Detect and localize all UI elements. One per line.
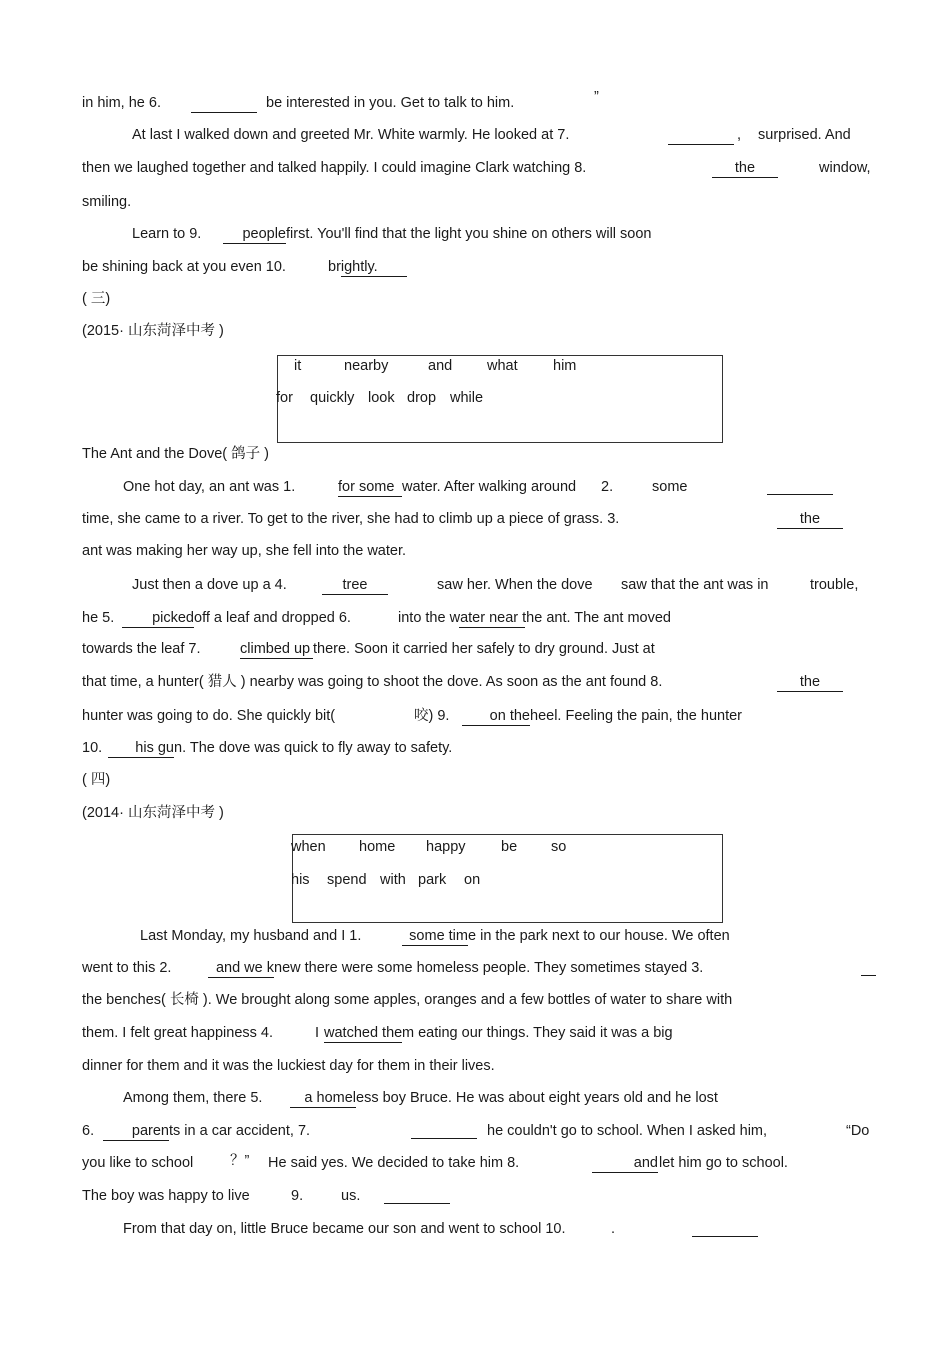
blank-2[interactable] <box>767 476 833 495</box>
text-line: n. The dove was quick to fly away to safety. <box>174 740 453 756</box>
text-line: he couldn't go to school. When I asked him, <box>487 1123 768 1139</box>
text-line: saw her. When the dove <box>437 577 593 593</box>
word: spend <box>327 872 367 888</box>
text-line: he 5. <box>82 610 115 626</box>
text-line: us. <box>341 1188 361 1204</box>
text-line: One hot day, an ant was 1. <box>123 479 296 495</box>
blank-3[interactable] <box>861 957 876 976</box>
text-line: towards the leaf 7. <box>82 641 201 657</box>
answer-9[interactable]: on the <box>462 707 530 726</box>
word: so <box>551 839 567 855</box>
word: be <box>501 839 518 855</box>
comma: , <box>737 127 742 143</box>
text-line: some <box>652 479 688 495</box>
answer-8[interactable]: the <box>777 673 843 692</box>
word: with <box>380 872 406 888</box>
word: his <box>291 872 310 888</box>
answer-1[interactable]: for some <box>338 478 402 497</box>
text-line: Learn to 9. <box>132 226 202 242</box>
text-line: hunter was going to do. She quickly bit( <box>82 708 336 724</box>
blank-10[interactable] <box>341 258 407 277</box>
text-line: be interested in you. Get to talk to him. <box>266 95 515 111</box>
word: drop <box>407 390 437 406</box>
text-line: 9. <box>291 1188 304 1204</box>
word: and <box>428 358 453 374</box>
text-line: From that day on, little Bruce became our son and went to school 10. <box>123 1221 566 1237</box>
word: happy <box>426 839 466 855</box>
text-line: Among them, there 5. <box>123 1090 263 1106</box>
text-line: . <box>611 1221 616 1237</box>
answer-3[interactable]: the <box>777 510 843 529</box>
text-line: ess boy Bruce. He was about eight years old and he lost <box>356 1090 718 1106</box>
answer-5[interactable]: a homel <box>290 1089 356 1108</box>
source-label: (2014· 山东菏泽中考 ) <box>82 805 224 821</box>
blank-7[interactable] <box>411 1120 477 1139</box>
answer-5[interactable]: picked <box>122 609 194 628</box>
word: it <box>294 358 302 374</box>
text-line: let him go to school. <box>659 1155 788 1171</box>
text-line: I <box>315 1025 320 1041</box>
text-line: m eating our things. They said it was a big <box>402 1025 673 1041</box>
word: him <box>553 358 577 374</box>
text-line: Last Monday, my husband and I 1. <box>140 928 362 944</box>
word: what <box>487 358 518 374</box>
word: for <box>276 390 293 406</box>
word: nearby <box>344 358 389 374</box>
answer-9[interactable]: people <box>223 225 286 244</box>
text-line: “Do <box>846 1123 870 1139</box>
text-line: dinner for them and it was the luckiest day for them in their lives. <box>82 1058 495 1074</box>
text-line: window, <box>819 160 871 176</box>
text-line: smiling. <box>82 194 132 210</box>
answer-7[interactable]: climbed up <box>240 640 313 659</box>
text-line: 10. <box>82 740 103 756</box>
answer-8[interactable]: and <box>592 1154 658 1173</box>
text-line: into the water near the ant. The ant moved <box>398 610 671 626</box>
text-line: then we laughed together and talked happily. I could imagine Clark watching 8. <box>82 160 587 176</box>
text-line: ant was making her way up, she fell into the water. <box>82 543 407 559</box>
text-line: heel. Feeling the pain, the hunter <box>530 708 743 724</box>
answer-2[interactable]: and we k <box>208 959 274 978</box>
answer-6[interactable]: paren <box>103 1122 169 1141</box>
word: on <box>464 872 481 888</box>
text-line: At last I walked down and greeted Mr. White warmly. He looked at 7. <box>132 127 570 143</box>
text-line: 6. <box>82 1123 95 1139</box>
word: quickly <box>310 390 355 406</box>
text-line: surprised. And <box>758 127 851 143</box>
text-line: first. You'll find that the light you shine on others will soon <box>286 226 652 242</box>
answer-4[interactable]: watched the <box>324 1025 403 1041</box>
text-line: the benches( 长椅 ). We brought along some apples, oranges and a few bottles of water to share with <box>82 992 733 1008</box>
text-line: there. Soon it carried her safely to dry ground. Just at <box>313 641 655 657</box>
section-header: ( 三) <box>82 291 111 307</box>
text-line: water. After walking around <box>402 479 577 495</box>
text-line: ？” <box>230 1153 250 1169</box>
answer-10: brightly. <box>328 259 378 275</box>
source-label: (2015· 山东菏泽中考 ) <box>82 323 224 339</box>
word: park <box>418 872 447 888</box>
text-line: The boy was happy to live <box>82 1188 250 1204</box>
blank-10[interactable] <box>692 1218 758 1237</box>
text-line: saw that the ant was in <box>621 577 769 593</box>
blank-6[interactable] <box>459 609 525 628</box>
text-line: ts in a car accident, 7. <box>169 1123 311 1139</box>
text-line: 2. <box>601 479 614 495</box>
answer-4[interactable]: tree <box>322 576 388 595</box>
text-line: went to this 2. <box>82 960 172 976</box>
section-header: ( 四) <box>82 772 111 788</box>
word: while <box>450 390 484 406</box>
quote-mark: ” <box>594 89 599 105</box>
text-line: off a leaf and dropped 6. <box>194 610 351 626</box>
answer-1[interactable]: some tim <box>402 927 468 946</box>
answer-10[interactable]: his gu <box>108 739 174 758</box>
word: when <box>291 839 326 855</box>
blank-9[interactable] <box>384 1185 450 1204</box>
text-line: time, she came to a river. To get to the river, she had to climb up a piece of grass. 3. <box>82 511 620 527</box>
text-line: you like to school <box>82 1155 194 1171</box>
text-line: be shining back at you even 10. <box>82 259 286 275</box>
text-line: 咬) 9. <box>414 708 450 724</box>
word: home <box>359 839 396 855</box>
blank-6[interactable] <box>191 94 257 113</box>
text-line: trouble, <box>810 577 859 593</box>
blank-7[interactable] <box>668 126 734 145</box>
text-line: e in the park next to our house. We often <box>468 928 730 944</box>
text-line: in him, he 6. <box>82 95 161 111</box>
text-line: He said yes. We decided to take him 8. <box>268 1155 520 1171</box>
answer-8[interactable]: the <box>712 159 778 178</box>
text-line: them. I felt great happiness 4. <box>82 1025 274 1041</box>
text-line: new there were some homeless people. They sometimes stayed 3. <box>274 960 704 976</box>
text-line: Just then a dove up a 4. <box>132 577 287 593</box>
passage-title: The Ant and the Dove( 鸽子 ) <box>82 446 269 462</box>
text-line: that time, a hunter( 猎人 ) nearby was going to shoot the dove. As soon as the ant found 8. <box>82 674 663 690</box>
word: look <box>368 390 395 406</box>
